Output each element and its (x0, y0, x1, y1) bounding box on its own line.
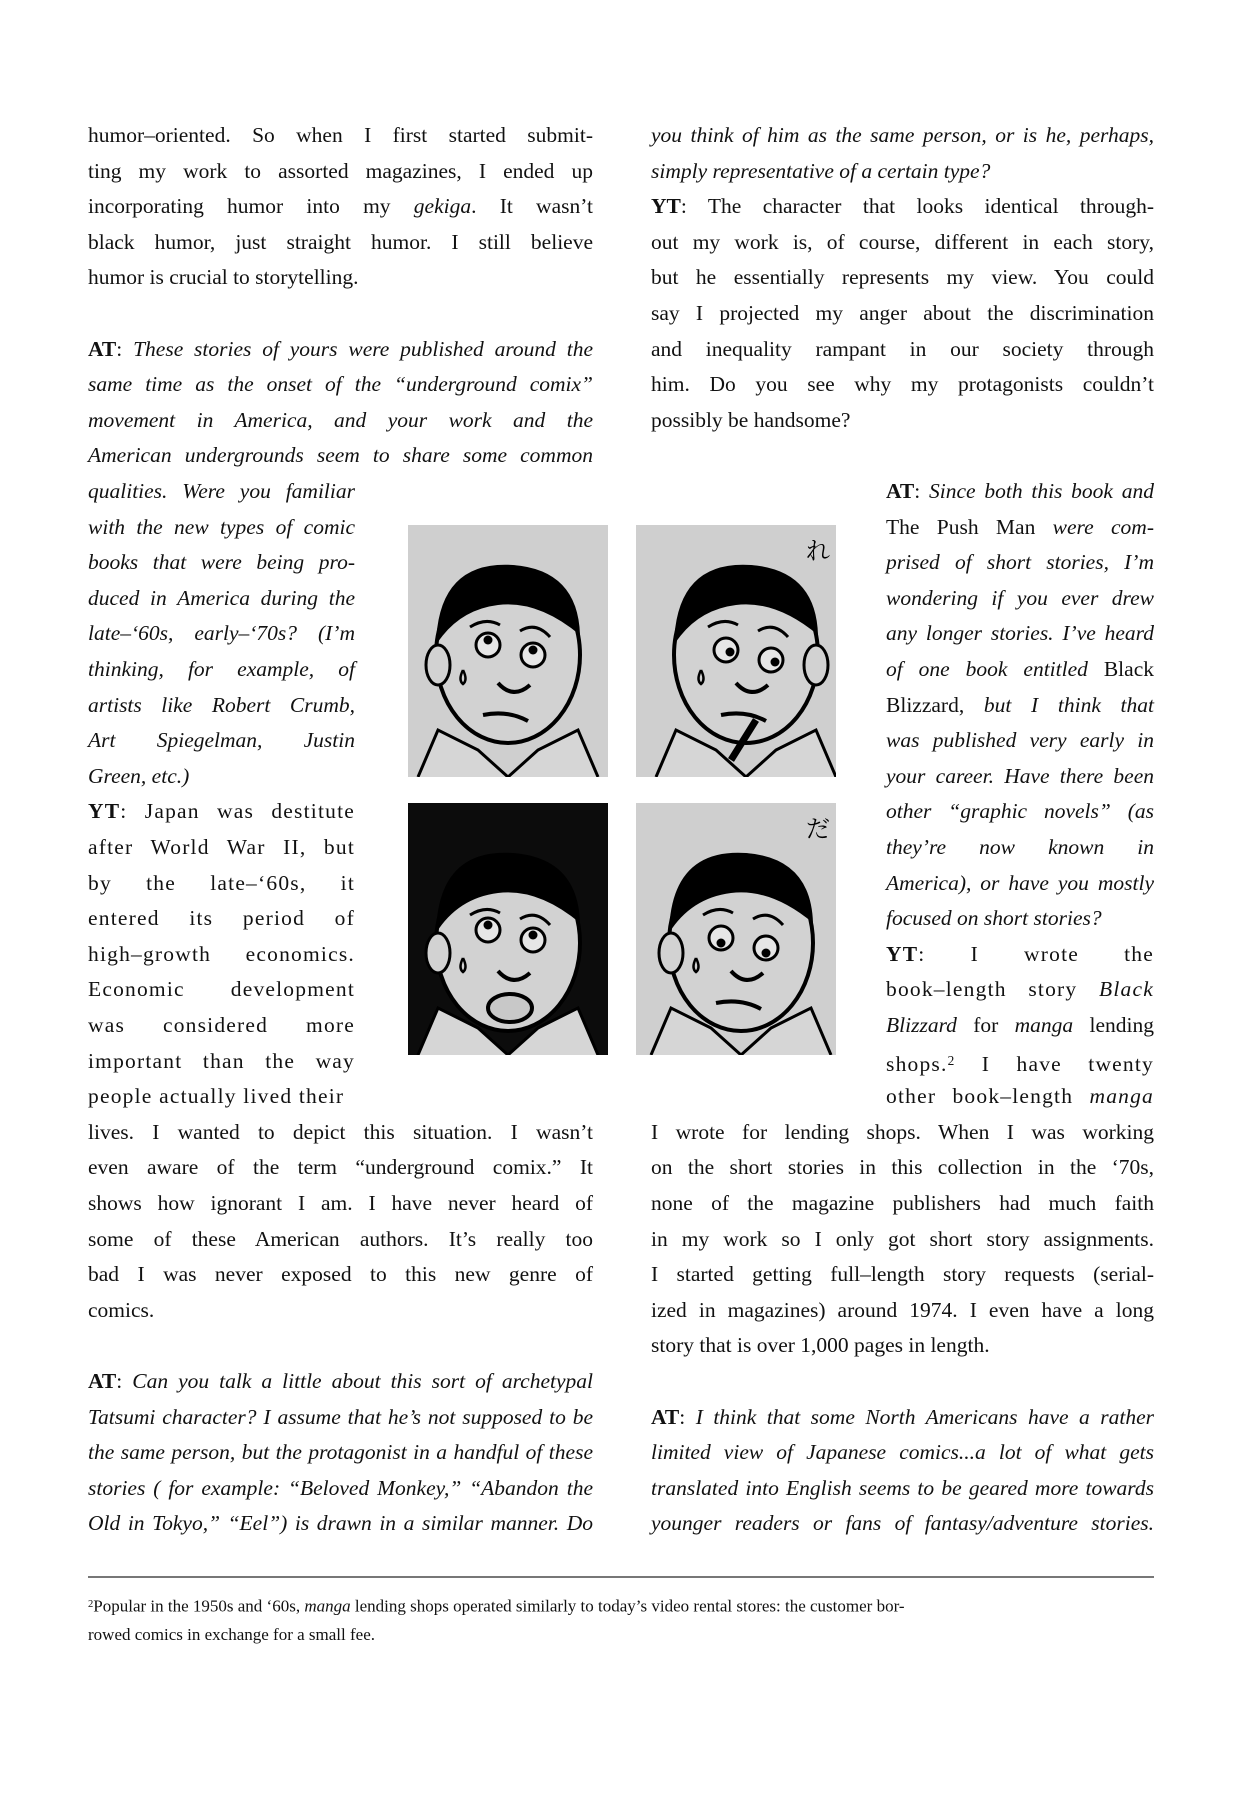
question-text: wondering if you ever drew (886, 585, 1154, 610)
answer-line (88, 1256, 593, 1292)
answer-text: 2 (947, 1052, 956, 1068)
answer-text: lending (1073, 1013, 1154, 1037)
comic-panel-bottom-right (636, 803, 836, 1055)
answer-text: people actually lived their (88, 1084, 345, 1109)
question-text: late–‘60s, early–‘70s? (I’m (88, 621, 355, 646)
question-text: Green, etc.) (88, 763, 190, 788)
question-text: Art Spiegelman, Justin (88, 728, 355, 753)
character-face-drawing (636, 803, 836, 1055)
question-line (88, 1470, 593, 1506)
question-line (651, 1434, 1154, 1470)
question-text: same time as the onset of the “underground comix” (88, 372, 593, 397)
footnote-marker: 2 (88, 1599, 94, 1610)
answer-line (651, 188, 1154, 224)
answer-line (88, 1292, 593, 1328)
answer-text: on the short stories in this collection in the ‘70s, (651, 1155, 1154, 1180)
ear (426, 645, 450, 685)
answer-text: by the late–‘60s, it (88, 870, 355, 895)
answer-text: story that is over 1,000 pages in length. (651, 1333, 990, 1358)
pupil-left (726, 648, 735, 657)
answer-text: entered its period of (88, 906, 355, 931)
answer-line (886, 936, 1154, 972)
question-line (651, 1470, 1154, 1506)
answer-text: comics. (88, 1297, 155, 1322)
question-line (88, 437, 593, 473)
question-text: your career. Have there been (886, 763, 1154, 788)
mouth-open (488, 994, 532, 1022)
question-text: were com- (1052, 514, 1154, 539)
text-run: incorporating humor into my (88, 194, 414, 219)
question-line (88, 1505, 593, 1541)
paragraph-line (88, 188, 593, 224)
question-line (886, 829, 1154, 865)
question-text: Blizzard, (886, 692, 984, 717)
answer-text: after World War II, but (88, 835, 355, 859)
answer-line (651, 331, 1154, 367)
answer-line (886, 1007, 1154, 1043)
paragraph-line: black humor, just straight humor. I still believe (88, 229, 593, 254)
answer-line (651, 1292, 1154, 1328)
answer-line (88, 793, 355, 829)
answer-line (651, 1149, 1154, 1185)
speaker-label: YT (88, 799, 121, 824)
question-text: Can you talk a little about this sort of archetypal (132, 1369, 593, 1393)
answer-text: none of the magazine publishers had much faith (651, 1191, 1154, 1215)
question-text: simply representative of a certain type? (651, 158, 991, 183)
pupil-left (717, 939, 726, 948)
question-line (651, 117, 1154, 153)
question-line (88, 1399, 593, 1435)
question-text: Tatsumi character? I assume that he’s not supposed to be (88, 1404, 593, 1429)
answer-line (88, 1185, 593, 1221)
question-line (886, 687, 1154, 723)
question-text: but I think that (983, 692, 1154, 717)
paragraph-line: humor–oriented. So when I first started submit- (88, 123, 593, 147)
question-line (886, 758, 1154, 794)
ear (659, 933, 683, 973)
speaker-label: AT (886, 479, 915, 503)
question-line (886, 651, 1154, 687)
answer-text: was considered more (88, 1013, 355, 1037)
answer-line (88, 1114, 593, 1150)
answer-text: some of these American authors. It’s really too (88, 1226, 593, 1251)
question-text: movement in America, and your work and the (88, 407, 593, 432)
answer-line (88, 1149, 593, 1185)
question-line (88, 402, 593, 438)
answer-text: high–growth economics. (88, 941, 355, 966)
question-text: American undergrounds seem to share some common (88, 443, 593, 468)
question-text: thinking, for example, of (88, 657, 355, 681)
answer-line (886, 971, 1154, 1007)
answer-text: but he essentially represents my view. You could (651, 265, 1154, 290)
question-line (886, 900, 1154, 936)
answer-text: and inequality rampant in our society through (651, 336, 1154, 361)
answer-text: book–length story (886, 977, 1100, 1002)
question-line (88, 331, 593, 367)
answer-line (651, 1114, 1154, 1150)
question-line (88, 1434, 593, 1470)
speaker-colon: : (680, 194, 708, 219)
footnote-line-1 (88, 1590, 1154, 1622)
answer-text: manga (1089, 1084, 1154, 1109)
speaker-label: AT (88, 1369, 117, 1393)
question-text: Since both this book and (929, 479, 1154, 503)
footnote-text: lending shops operated similarly to today’s video rental stores: the customer bor- (350, 1596, 905, 1616)
answer-line (88, 936, 355, 972)
pupil-left (484, 636, 493, 645)
answer-text: Black (1099, 977, 1154, 1002)
answer-text: Blizzard (886, 1013, 957, 1037)
question-line (886, 509, 1154, 545)
pupil-right (762, 949, 771, 958)
answer-text: The character that looks identical through- (707, 194, 1154, 219)
question-line (651, 1399, 1154, 1435)
paragraph-line: humor is crucial to storytelling. (88, 265, 359, 290)
question-line (886, 722, 1154, 758)
paragraph-line: ting my work to assorted magazines, I ended up (88, 158, 593, 183)
question-text: books that were being pro- (88, 550, 355, 575)
answer-line (651, 1327, 1154, 1363)
answer-text: ized in magazines) around 1974. I even have a long (651, 1297, 1154, 1322)
question-text: they’re now known in (886, 835, 1154, 859)
question-text: duced in America during the (88, 585, 355, 610)
character-face-drawing (408, 525, 608, 777)
question-line (88, 615, 355, 651)
answer-line (651, 366, 1154, 402)
question-line (886, 473, 1154, 509)
answer-line (651, 402, 1154, 438)
question-text: translated into English seems to be geared more towards (651, 1475, 1154, 1500)
answer-line (651, 1256, 1154, 1292)
answer-line (88, 1007, 355, 1043)
question-text: was published very early in (886, 728, 1154, 753)
character-face-drawing (636, 525, 836, 777)
answer-line (88, 865, 355, 901)
question-line (88, 1363, 593, 1399)
answer-line (88, 1043, 355, 1079)
pupil-left (484, 921, 493, 930)
pupil-right (771, 658, 780, 667)
answer-text: lives. I wanted to depict this situation. I wasn’t (88, 1119, 593, 1144)
question-text: America), or have you mostly (886, 870, 1154, 895)
question-text: artists like Robert Crumb, (88, 692, 355, 717)
answer-text: shops. (886, 1051, 948, 1076)
answer-text: important than the way (88, 1048, 355, 1073)
answer-line (651, 295, 1154, 331)
answer-line (88, 900, 355, 936)
answer-text: Economic development (88, 977, 355, 1002)
question-text: with the new types of comic (88, 514, 355, 539)
answer-line (651, 1185, 1154, 1221)
question-line (886, 544, 1154, 580)
question-text: the same person, but the protagonist in a handful of these (88, 1440, 593, 1465)
answer-text: manga (1014, 1013, 1074, 1037)
question-text: focused on short stories? (886, 906, 1102, 931)
answer-text: bad I was never exposed to this new genre of (88, 1262, 593, 1287)
question-line (88, 758, 355, 794)
question-text: any longer stories. I’ve heard (886, 621, 1154, 646)
answer-text: him. Do you see why my protagonists couldn’t (651, 372, 1154, 397)
comic-panel-top-right (636, 525, 836, 777)
footnote-text: Popular in the 1950s and ‘60s, (93, 1596, 305, 1616)
question-line (88, 366, 593, 402)
question-text: The Push Man (886, 514, 1053, 539)
speaker-colon: : (116, 1369, 133, 1393)
answer-text: I have twenty (955, 1051, 1154, 1076)
answer-text: possibly be handsome? (651, 407, 851, 432)
answer-text: shows how ignorant I am. I have never heard of (88, 1191, 593, 1215)
question-text: other “graphic novels” (as (886, 799, 1154, 824)
footnote-divider (88, 1576, 1154, 1578)
question-text: of one book entitled (886, 657, 1104, 681)
speaker-label: AT (651, 1404, 680, 1429)
answer-line (651, 224, 1154, 260)
answer-line (651, 259, 1154, 295)
pupil-right (529, 646, 538, 655)
question-text: prised of short stories, I’m (886, 550, 1154, 575)
answer-text: say I projected my anger about the discrimination (651, 301, 1154, 325)
answer-text: other book–length (886, 1084, 1090, 1109)
answer-text: for (956, 1013, 1015, 1037)
speaker-colon: : (918, 941, 971, 966)
question-line (886, 615, 1154, 651)
question-text: I think that some North Americans have a rather (695, 1404, 1154, 1429)
question-line (88, 687, 355, 723)
question-line (886, 865, 1154, 901)
answer-line (886, 1078, 1154, 1114)
question-line (88, 722, 355, 758)
speaker-colon: : (679, 1404, 696, 1429)
pupil-right (529, 931, 538, 940)
speaker-colon: : (116, 336, 134, 361)
answer-text: I wrote the (970, 941, 1154, 966)
footnote-italic: manga (304, 1596, 351, 1616)
answer-text: I wrote for lending shops. When I was working (651, 1119, 1154, 1144)
question-text: limited view of Japanese comics...a lot of what gets (651, 1440, 1154, 1465)
question-text: stories ( for example: “Beloved Monkey,” “Abandon the (88, 1475, 593, 1500)
answer-text: out my work is, of course, different in each story, (651, 229, 1154, 254)
question-line (886, 793, 1154, 829)
answer-text: I started getting full–length story requests (serial- (651, 1262, 1154, 1287)
question-line (88, 509, 355, 545)
speaker-label: YT (886, 941, 919, 966)
sound-effect-glyph: れ (806, 537, 830, 565)
question-text: younger readers or fans of fantasy/adventure stories. (651, 1511, 1154, 1536)
question-line (88, 580, 355, 616)
question-text: Black (1103, 657, 1154, 681)
sound-effect-glyph: だ (806, 815, 830, 843)
ear (426, 933, 450, 973)
speaker-label: AT (88, 336, 117, 361)
question-text: qualities. Were you familiar (88, 479, 355, 503)
speaker-label: YT (651, 194, 681, 219)
speaker-colon: : (914, 479, 930, 503)
question-text: you think of him as the same person, or is he, perhaps, (651, 123, 1154, 147)
question-line (651, 153, 1154, 189)
answer-text: Japan was destitute (144, 799, 355, 824)
ear (804, 645, 828, 685)
question-text: These stories of yours were published around the (133, 336, 593, 361)
text-run: gekiga (413, 194, 472, 219)
question-line (88, 473, 355, 509)
character-face-drawing (408, 803, 608, 1055)
footnote-line-2: rowed comics in exchange for a small fee. (88, 1625, 375, 1644)
question-line (651, 1505, 1154, 1541)
comic-panel-top-left (408, 525, 608, 777)
question-text: Old in Tokyo,” “Eel”) is drawn in a similar manner. Do (88, 1511, 593, 1536)
comic-panel-bottom-left (408, 803, 608, 1055)
answer-text: even aware of the term “underground comix.” It (88, 1155, 593, 1180)
answer-line (88, 1221, 593, 1257)
question-line (88, 651, 355, 687)
question-line (88, 544, 355, 580)
answer-line (88, 1078, 355, 1114)
answer-line (88, 829, 355, 865)
answer-line (88, 971, 355, 1007)
speaker-colon: : (120, 799, 145, 824)
answer-line (651, 1221, 1154, 1257)
text-run: . It wasn’t (471, 194, 593, 219)
answer-line (886, 1043, 1154, 1079)
question-line (886, 580, 1154, 616)
answer-text: in my work so I only got short story assignments. (651, 1226, 1154, 1251)
